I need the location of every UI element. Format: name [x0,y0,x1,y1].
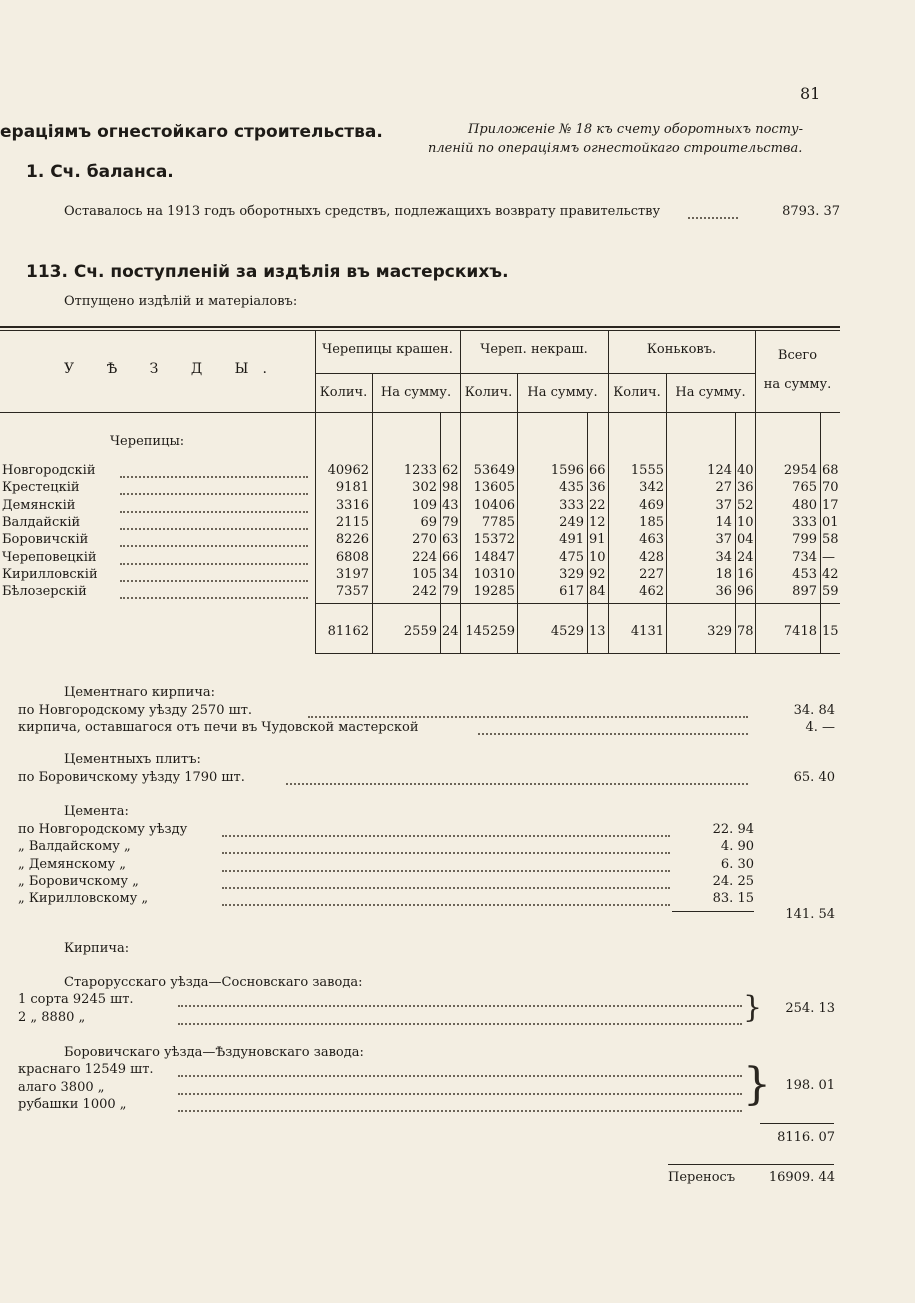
cell-s3r: 27 [715,480,732,496]
appendix-note-line2: пленій по операціямъ огнестойкаго строительства. [428,141,803,156]
cell-tr: 333 [792,514,817,530]
total-tr: 7418 [783,624,817,639]
cell-s2k: 22 [589,497,606,513]
cell-tk: 68 [822,463,839,478]
cell-s1r: 224 [412,549,437,565]
cell-q3: 1555 [630,463,664,478]
page-title: ераціямъ огнестойкаго строительства. [0,122,383,142]
col-header-total-1: Всего [777,348,818,363]
cell-q3: 185 [639,514,664,530]
col-header-group2: Череп. некраш. [480,342,588,357]
cell-q3: 462 [639,584,664,600]
cell-q3: 463 [639,532,664,548]
cell-q2: 10406 [473,497,515,513]
cell-s3r: 36 [715,584,732,600]
row-uezd-name: Демянскій [2,497,76,513]
bricks-group1-row: 1 сорта 9245 шт. [18,992,134,1007]
cell-s3k: 40 [737,463,754,478]
cement-row-amount: 6. 30 [720,856,754,872]
cell-s3k: 10 [737,514,754,530]
cell-s2k: 66 [589,463,606,478]
cell-s1r: 1233 [403,463,437,478]
total-s1k: 24 [442,624,459,639]
cement-plates-amount: 65. 40 [793,770,835,785]
total-s1r: 2559 [403,624,437,639]
cell-s3k: 24 [737,549,754,565]
cell-tk: 58 [822,532,839,548]
cell-s3k: 52 [737,497,754,513]
cell-tr: 480 [792,497,817,513]
cement-brick-amount1: 34. 84 [793,703,835,718]
cell-s3k: 16 [737,566,754,582]
cell-q2: 7785 [481,514,515,530]
cell-q1: 2115 [335,514,369,530]
total-s3k: 78 [737,624,754,639]
total-q3: 4131 [630,624,664,639]
cement-row-label: „ Валдайскому „ [18,839,131,855]
cell-q3: 469 [639,497,664,513]
cell-s1r: 242 [412,584,437,600]
cell-q3: 428 [639,549,664,565]
cell-q2: 13605 [473,480,515,496]
cell-tk: 42 [822,566,839,582]
col-header-total-2: на сумму. [763,377,832,392]
total-s3r: 329 [707,624,732,639]
cell-q1: 6808 [335,549,369,565]
cement-row-label: „ Демянскому „ [18,856,126,872]
cell-s2r: 333 [559,497,584,513]
bricks-group2-title: Боровичскаго уѣзда—Ѣздуновскаго завода: [64,1045,364,1060]
cell-tr: 453 [792,566,817,582]
cell-s2r: 1596 [550,463,584,478]
cell-tk: 01 [822,514,839,530]
appendix-note-line1: Приложеніе № 18 къ счету оборотныхъ посту- [468,122,803,137]
total-s2r: 4529 [550,624,584,639]
cell-tr: 2954 [783,463,817,478]
cement-row-amount: 22. 94 [712,822,754,837]
sub-header-qty: Колич. [613,385,661,400]
cell-s2r: 617 [559,584,584,600]
cement-title: Цемента: [64,804,129,819]
section1-amount: 8793. 37 [782,204,840,219]
cell-s2r: 475 [559,549,584,565]
total-s2k: 13 [589,624,606,639]
cell-s2k: 36 [589,480,606,496]
row-uezd-name: Кирилловскій [2,566,98,582]
cell-s2k: 12 [589,514,606,530]
bricks-group1-row: 2 „ 8880 „ [18,1010,86,1025]
cell-q3: 227 [639,566,664,582]
cement-row-label: „ Кирилловскому „ [18,891,149,907]
page-number: 81 [800,84,821,103]
cell-s1r: 109 [412,497,437,513]
cell-s2k: 10 [589,549,606,565]
row-uezd-name: Бѣлозерскій [2,584,87,600]
cement-row-amount: 83. 15 [712,891,754,907]
sub-header-sum: На сумму. [675,385,746,400]
cell-s2r: 491 [559,532,584,548]
cell-s2k: 92 [589,566,606,582]
table-section-label: Черепицы: [110,434,185,449]
row-uezd-name: Череповецкій [2,549,97,565]
cell-s1k: 34 [442,566,459,582]
cell-s3r: 18 [715,566,732,582]
bricks-group2-row: рубашки 1000 „ [18,1097,127,1112]
cell-tr: 799 [792,532,817,548]
cement-brick-amount2: 4. — [805,720,835,735]
section113-title: 113. Сч. поступленій за издѣлія въ мастерскихъ. [26,262,509,282]
cell-q1: 7357 [335,584,369,600]
cell-s3r: 14 [715,514,732,530]
cell-s1r: 302 [412,480,437,496]
cement-row-label: „ Боровичскому „ [18,873,139,889]
bricks-group2-row: алаго 3800 „ [18,1080,105,1095]
bricks-group2-row: краснаго 12549 шт. [18,1062,154,1077]
cell-q2: 19285 [473,584,515,600]
cell-s1k: 79 [442,514,459,530]
cement-brick-title: Цементнаго кирпича: [64,685,216,700]
col-header-uezdy: У Ѣ З Д Ы. [64,361,281,377]
cell-s2r: 435 [559,480,584,496]
cell-tr: 734 [792,549,817,565]
cement-brick-line1: по Новгородскому уѣзду 2570 шт. [18,703,253,718]
carry-amount: 16909. 44 [768,1170,835,1185]
cement-brick-line2: кирпича, оставшагося отъ печи въ Чудовской мастерской [18,720,419,735]
row-uezd-name: Новгородскій [2,463,96,478]
cell-q1: 3316 [335,497,369,513]
sub-header-qty: Колич. [464,385,513,400]
section1-text: Оставалось на 1913 годъ оборотныхъ средствъ, подлежащихъ возврату правительству [64,204,661,219]
row-uezd-name: Боровичскій [2,532,89,548]
total-q1: 81162 [327,624,369,639]
cell-s3k: 36 [737,480,754,496]
cell-s1r: 105 [412,566,437,582]
cell-q1: 8226 [335,532,369,548]
cement-plates-title: Цементныхъ плитъ: [64,752,201,767]
cell-s1k: 62 [442,463,459,478]
cell-s1k: 43 [442,497,459,513]
total-tk: 15 [822,624,839,639]
bricks-group1-total: 254. 13 [785,1001,835,1016]
cell-tk: 70 [822,480,839,496]
cell-s1k: 63 [442,532,459,548]
cell-q1: 3197 [335,566,369,582]
cell-s1r: 69 [420,514,437,530]
cell-s1k: 66 [442,549,459,565]
cell-q1: 40962 [327,463,369,478]
carry-label: Переносъ [668,1170,736,1185]
cell-q2: 14847 [473,549,515,565]
col-header-group3: Коньковъ. [646,342,717,357]
total-q2: 145259 [465,624,515,639]
cell-q2: 15372 [473,532,515,548]
bricks-title: Кирпича: [64,941,130,956]
row-uezd-name: Крестецкій [2,480,80,496]
cement-total: 141. 54 [785,907,835,922]
cell-tk: — [822,549,835,565]
cell-s3r: 37 [715,497,732,513]
col-header-group1: Черепицы крашен. [322,342,453,357]
sub-header-sum: На сумму. [527,385,598,400]
bricks-group2-total: 198. 01 [785,1078,835,1093]
sub-header-qty: Колич. [319,385,368,400]
cell-s3r: 34 [715,549,732,565]
cell-s1k: 98 [442,480,459,496]
cell-s1r: 270 [412,532,437,548]
cell-s3k: 04 [737,532,754,548]
cell-tk: 17 [822,497,839,513]
cell-tk: 59 [822,584,839,600]
cell-tr: 897 [792,584,817,600]
cell-s3k: 96 [737,584,754,600]
cell-s3r: 124 [707,463,732,478]
cell-tr: 765 [792,480,817,496]
grand-total: 8116. 07 [777,1130,835,1145]
row-uezd-name: Валдайскій [2,514,81,530]
cement-row-amount: 4. 90 [720,839,754,855]
cell-q2: 53649 [473,463,515,478]
cell-q1: 9181 [335,480,369,496]
cell-s2r: 249 [559,514,584,530]
cell-s1k: 79 [442,584,459,600]
section113-subtitle: Отпущено издѣлій и матеріаловъ: [64,294,298,309]
cement-plates-line: по Боровичскому уѣзду 1790 шт. [18,770,245,785]
cell-s2r: 329 [559,566,584,582]
section1-title: 1. Сч. баланса. [26,162,174,182]
sub-header-sum: На сумму. [380,385,452,400]
cell-s2k: 84 [589,584,606,600]
cement-row-amount: 24. 25 [712,873,754,889]
cement-row-label: по Новгородскому уѣзду [18,822,188,837]
cell-q3: 342 [639,480,664,496]
cell-q2: 10310 [473,566,515,582]
bricks-group1-title: Старорусскаго уѣзда—Сосновскаго завода: [64,975,363,990]
cell-s3r: 37 [715,532,732,548]
cell-s2k: 91 [589,532,606,548]
